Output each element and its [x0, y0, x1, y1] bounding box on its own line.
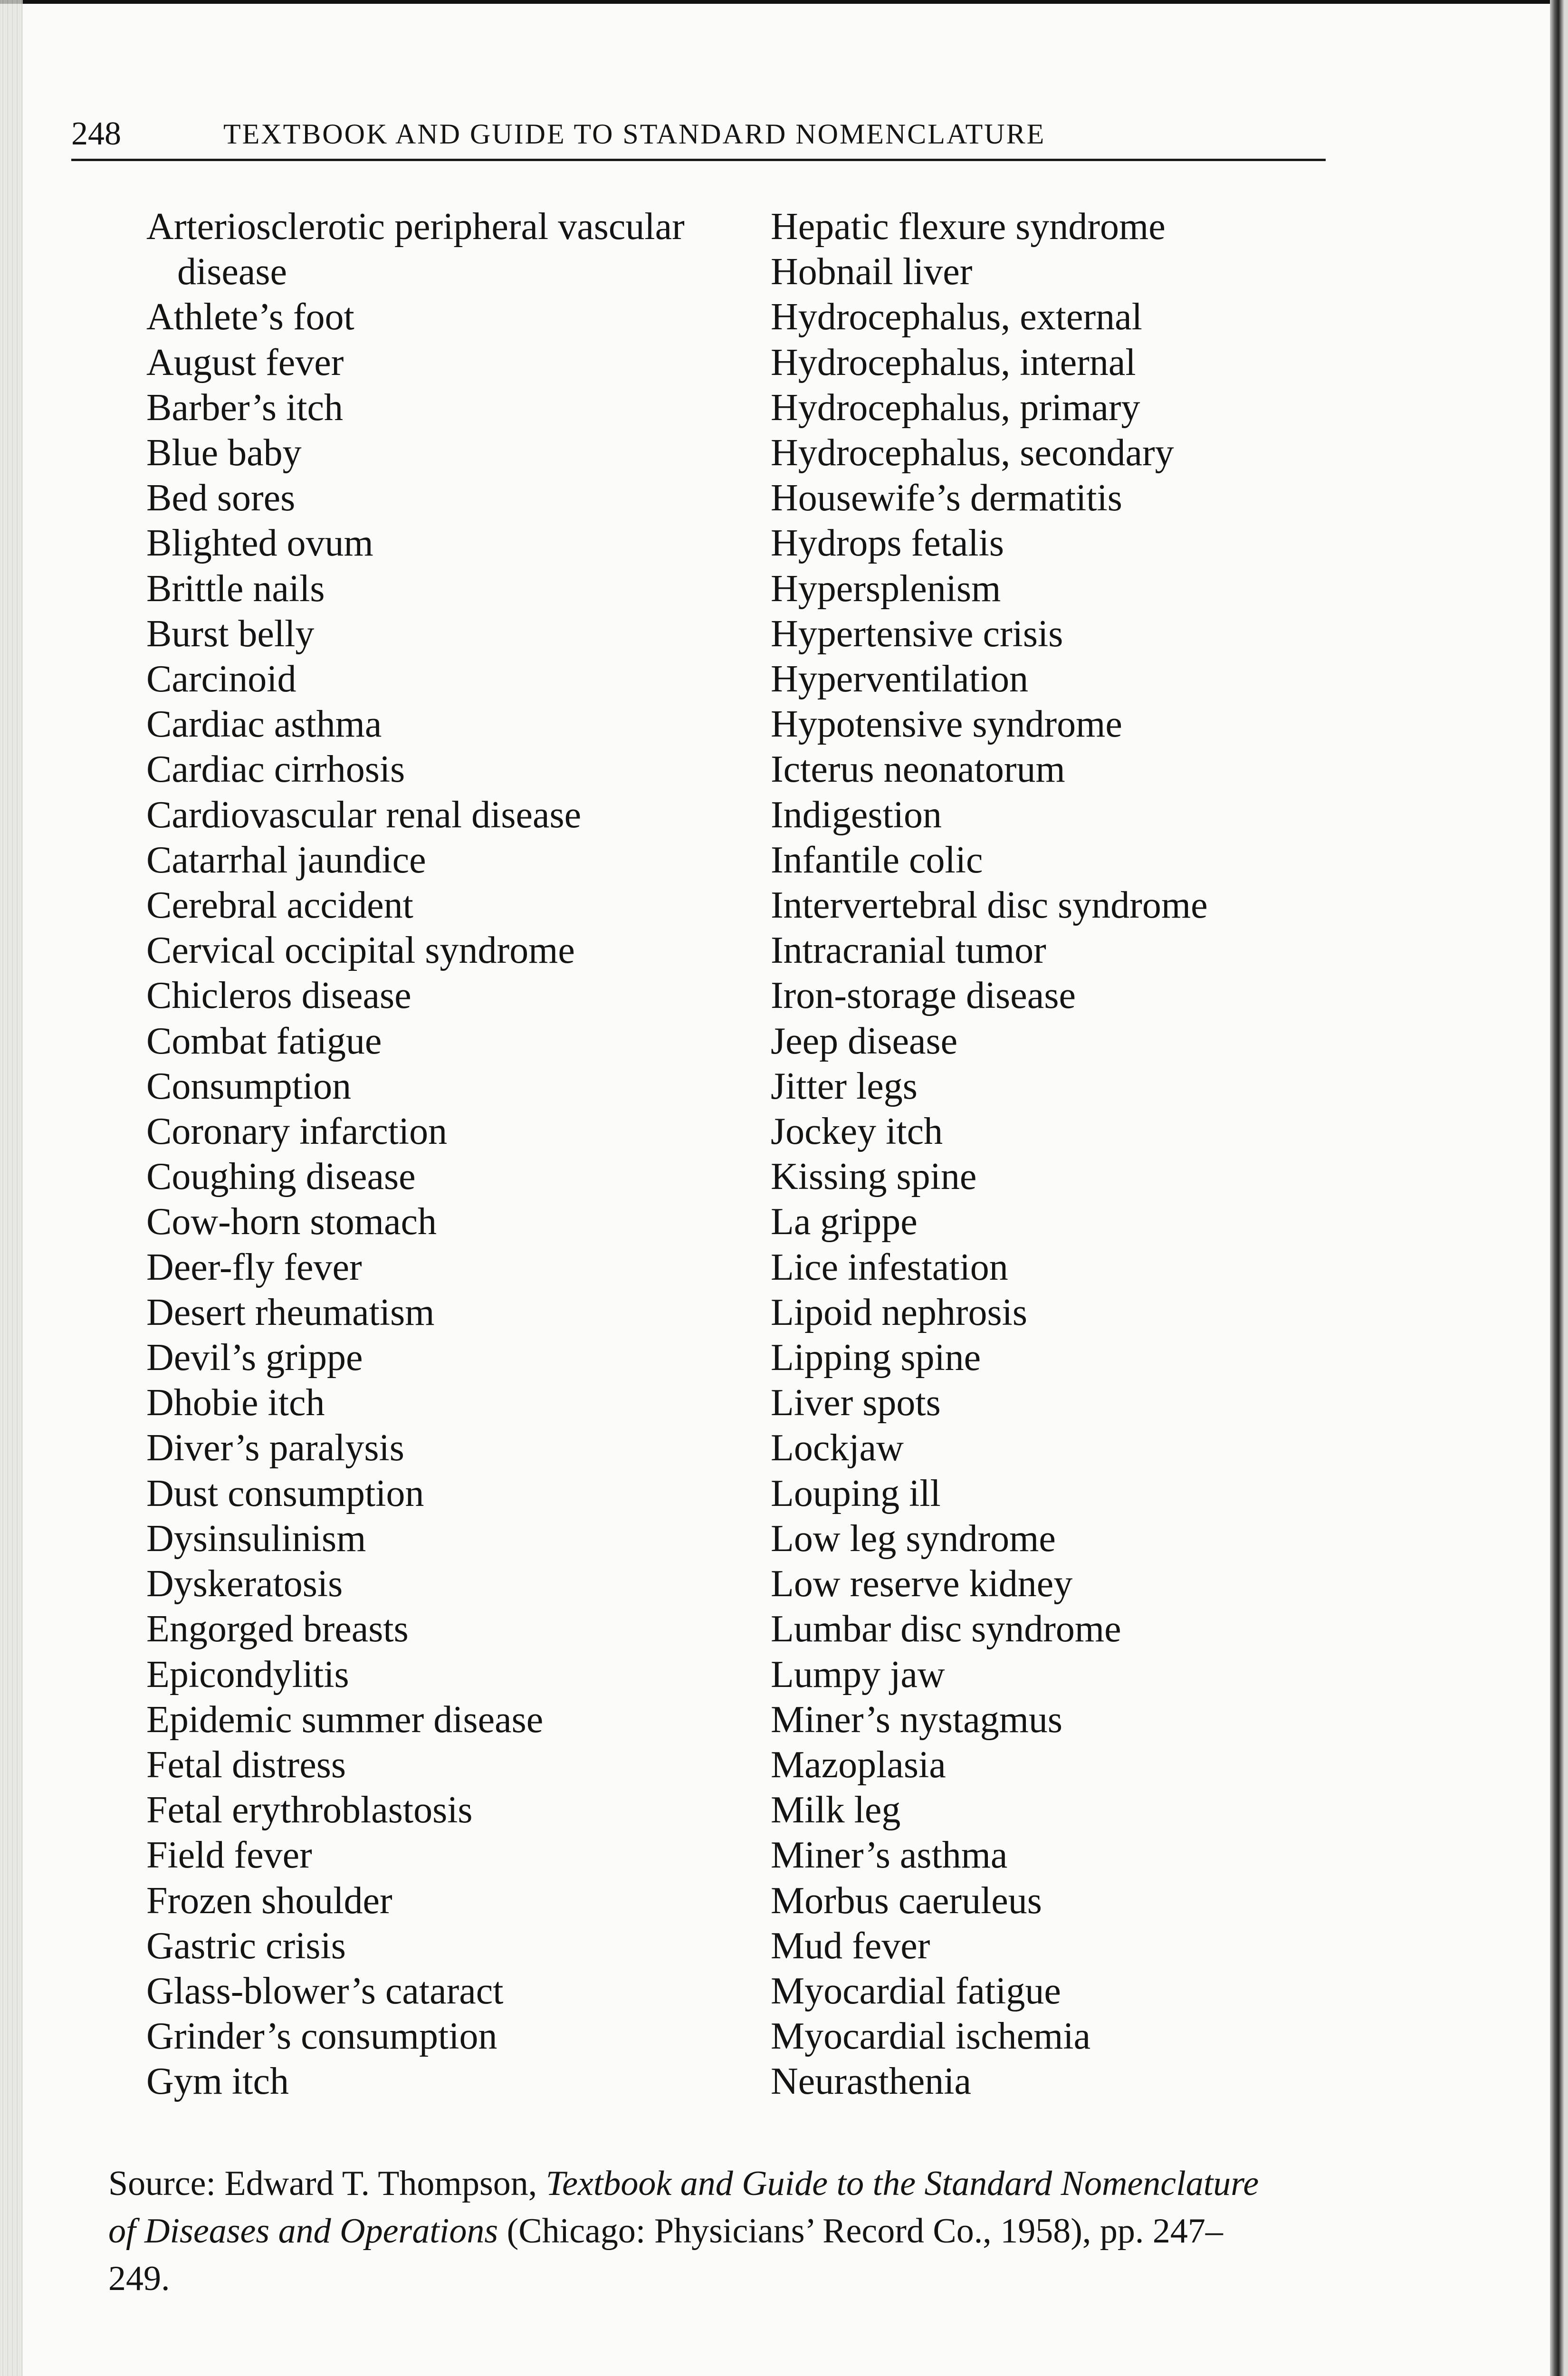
term-item: Miner’s asthma [771, 1834, 1008, 1877]
term-item: Low leg syndrome [771, 1517, 1056, 1560]
term-item: Field fever [146, 1834, 312, 1877]
term-item: Jockey itch [771, 1111, 943, 1153]
term-item: Jeep disease [771, 1020, 958, 1062]
term-item: Consumption [146, 1065, 352, 1107]
term-item: Indigestion [771, 794, 942, 836]
term-item: Gym itch [146, 2060, 289, 2103]
term-item: Lockjaw [771, 1427, 904, 1469]
term-item: Myocardial fatigue [771, 1970, 1061, 2012]
term-item: Carcinoid [146, 658, 296, 700]
term-item: Catarrhal jaundice [146, 839, 426, 881]
term-item: Chicleros disease [146, 975, 411, 1017]
term-item: Lumbar disc syndrome [771, 1608, 1121, 1650]
term-item: Cow-horn stomach [146, 1201, 437, 1243]
term-item: Devil’s grippe [146, 1337, 363, 1379]
running-title: TEXTBOOK AND GUIDE TO STANDARD NOMENCLATURE [223, 118, 1046, 150]
term-item: Low reserve kidney [771, 1563, 1073, 1605]
term-item: Liver spots [771, 1382, 941, 1424]
term-item: Arteriosclerotic peripheral vascular disease [146, 206, 685, 293]
term-item: Hydrocephalus, secondary [771, 432, 1174, 474]
term-item: Frozen shoulder [146, 1879, 392, 1922]
term-item: Athlete’s foot [146, 296, 354, 338]
term-item: Cardiovascular renal disease [146, 794, 582, 836]
term-item: Cervical occipital syndrome [146, 929, 575, 972]
left-term-column [146, 204, 764, 2105]
term-item: Intracranial tumor [771, 929, 1046, 972]
term-item: Milk leg [771, 1789, 901, 1831]
term-item: Blue baby [146, 432, 302, 474]
term-item: Cardiac asthma [146, 703, 382, 746]
term-item: Dyskeratosis [146, 1563, 343, 1605]
term-item: Dust consumption [146, 1472, 424, 1514]
term-item: Cerebral accident [146, 884, 413, 927]
term-item: Myocardial ischemia [771, 2015, 1091, 2058]
right-term-column [771, 204, 1436, 2105]
term-item: Lice infestation [771, 1246, 1008, 1288]
term-item: Icterus neonatorum [771, 748, 1065, 791]
term-item: La grippe [771, 1201, 918, 1243]
term-item: Mud fever [771, 1925, 930, 1967]
term-item: Epicondylitis [146, 1653, 349, 1696]
term-item: Morbus caeruleus [771, 1879, 1042, 1922]
term-item: Hyperventilation [771, 658, 1029, 700]
header-rule [71, 159, 1326, 161]
term-item: Hypertensive crisis [771, 613, 1063, 655]
term-item: Coughing disease [146, 1156, 416, 1198]
term-item: Lipoid nephrosis [771, 1291, 1027, 1333]
term-item: August fever [146, 341, 344, 383]
term-item: Hydrocephalus, primary [771, 386, 1140, 429]
term-item: Hydrops fetalis [771, 522, 1004, 565]
term-item: Epidemic summer disease [146, 1698, 544, 1741]
term-item: Hypotensive syndrome [771, 703, 1122, 746]
term-item: Fetal erythroblastosis [146, 1789, 473, 1831]
term-item: Dysinsulinism [146, 1517, 366, 1560]
term-item: Engorged breasts [146, 1608, 409, 1650]
source-citation [108, 2160, 1272, 2302]
term-item: Combat fatigue [146, 1020, 382, 1062]
term-item: Hepatic flexure syndrome [771, 206, 1166, 248]
term-item: Bed sores [146, 477, 296, 519]
term-item: Hydrocephalus, external [771, 296, 1142, 338]
source-suffix: (Chicago: Physicians’ Record Co., 1958), pp. 247–249. [108, 2212, 1223, 2298]
term-item: Gastric crisis [146, 1925, 346, 1967]
term-item: Dhobie itch [146, 1382, 325, 1424]
term-item: Burst belly [146, 613, 315, 655]
term-item: Barber’s itch [146, 386, 343, 429]
term-item: Desert rheumatism [146, 1291, 435, 1333]
term-item: Housewife’s dermatitis [771, 477, 1122, 519]
scan-edge-left [0, 0, 23, 2376]
scan-edge-right [1550, 0, 1568, 2376]
term-item: Louping ill [771, 1472, 941, 1514]
page-number: 248 [71, 115, 121, 152]
source-prefix: Source: Edward T. Thompson, [108, 2164, 546, 2203]
term-item: Hypersplenism [771, 567, 1001, 610]
term-item: Blighted ovum [146, 522, 373, 565]
term-item: Glass-blower’s cataract [146, 1970, 504, 2012]
term-item: Coronary infarction [146, 1111, 448, 1153]
term-item: Mazoplasia [771, 1744, 946, 1786]
source-book-title: Textbook and Guide to the Standard Nomenclature of Diseases and Operations [108, 2164, 1259, 2251]
term-item: Cardiac cirrhosis [146, 748, 405, 791]
term-item: Intervertebral disc syndrome [771, 884, 1208, 927]
term-item: Kissing spine [771, 1156, 977, 1198]
term-item: Jitter legs [771, 1065, 918, 1107]
term-item: Deer-fly fever [146, 1246, 362, 1288]
term-item: Brittle nails [146, 567, 325, 610]
term-item: Infantile colic [771, 839, 983, 881]
term-item: Lipping spine [771, 1337, 981, 1379]
term-item: Fetal distress [146, 1744, 346, 1786]
term-item: Hobnail liver [771, 251, 973, 293]
term-item: Lumpy jaw [771, 1653, 945, 1696]
term-item: Hydrocephalus, internal [771, 341, 1136, 383]
term-item: Iron-storage disease [771, 975, 1076, 1017]
term-item: Diver’s paralysis [146, 1427, 404, 1469]
term-item: Grinder’s consumption [146, 2015, 497, 2058]
scan-edge-top [0, 0, 1568, 4]
term-item: Neurasthenia [771, 2060, 972, 2103]
term-item: Miner’s nystagmus [771, 1698, 1063, 1741]
running-header [71, 110, 1326, 158]
